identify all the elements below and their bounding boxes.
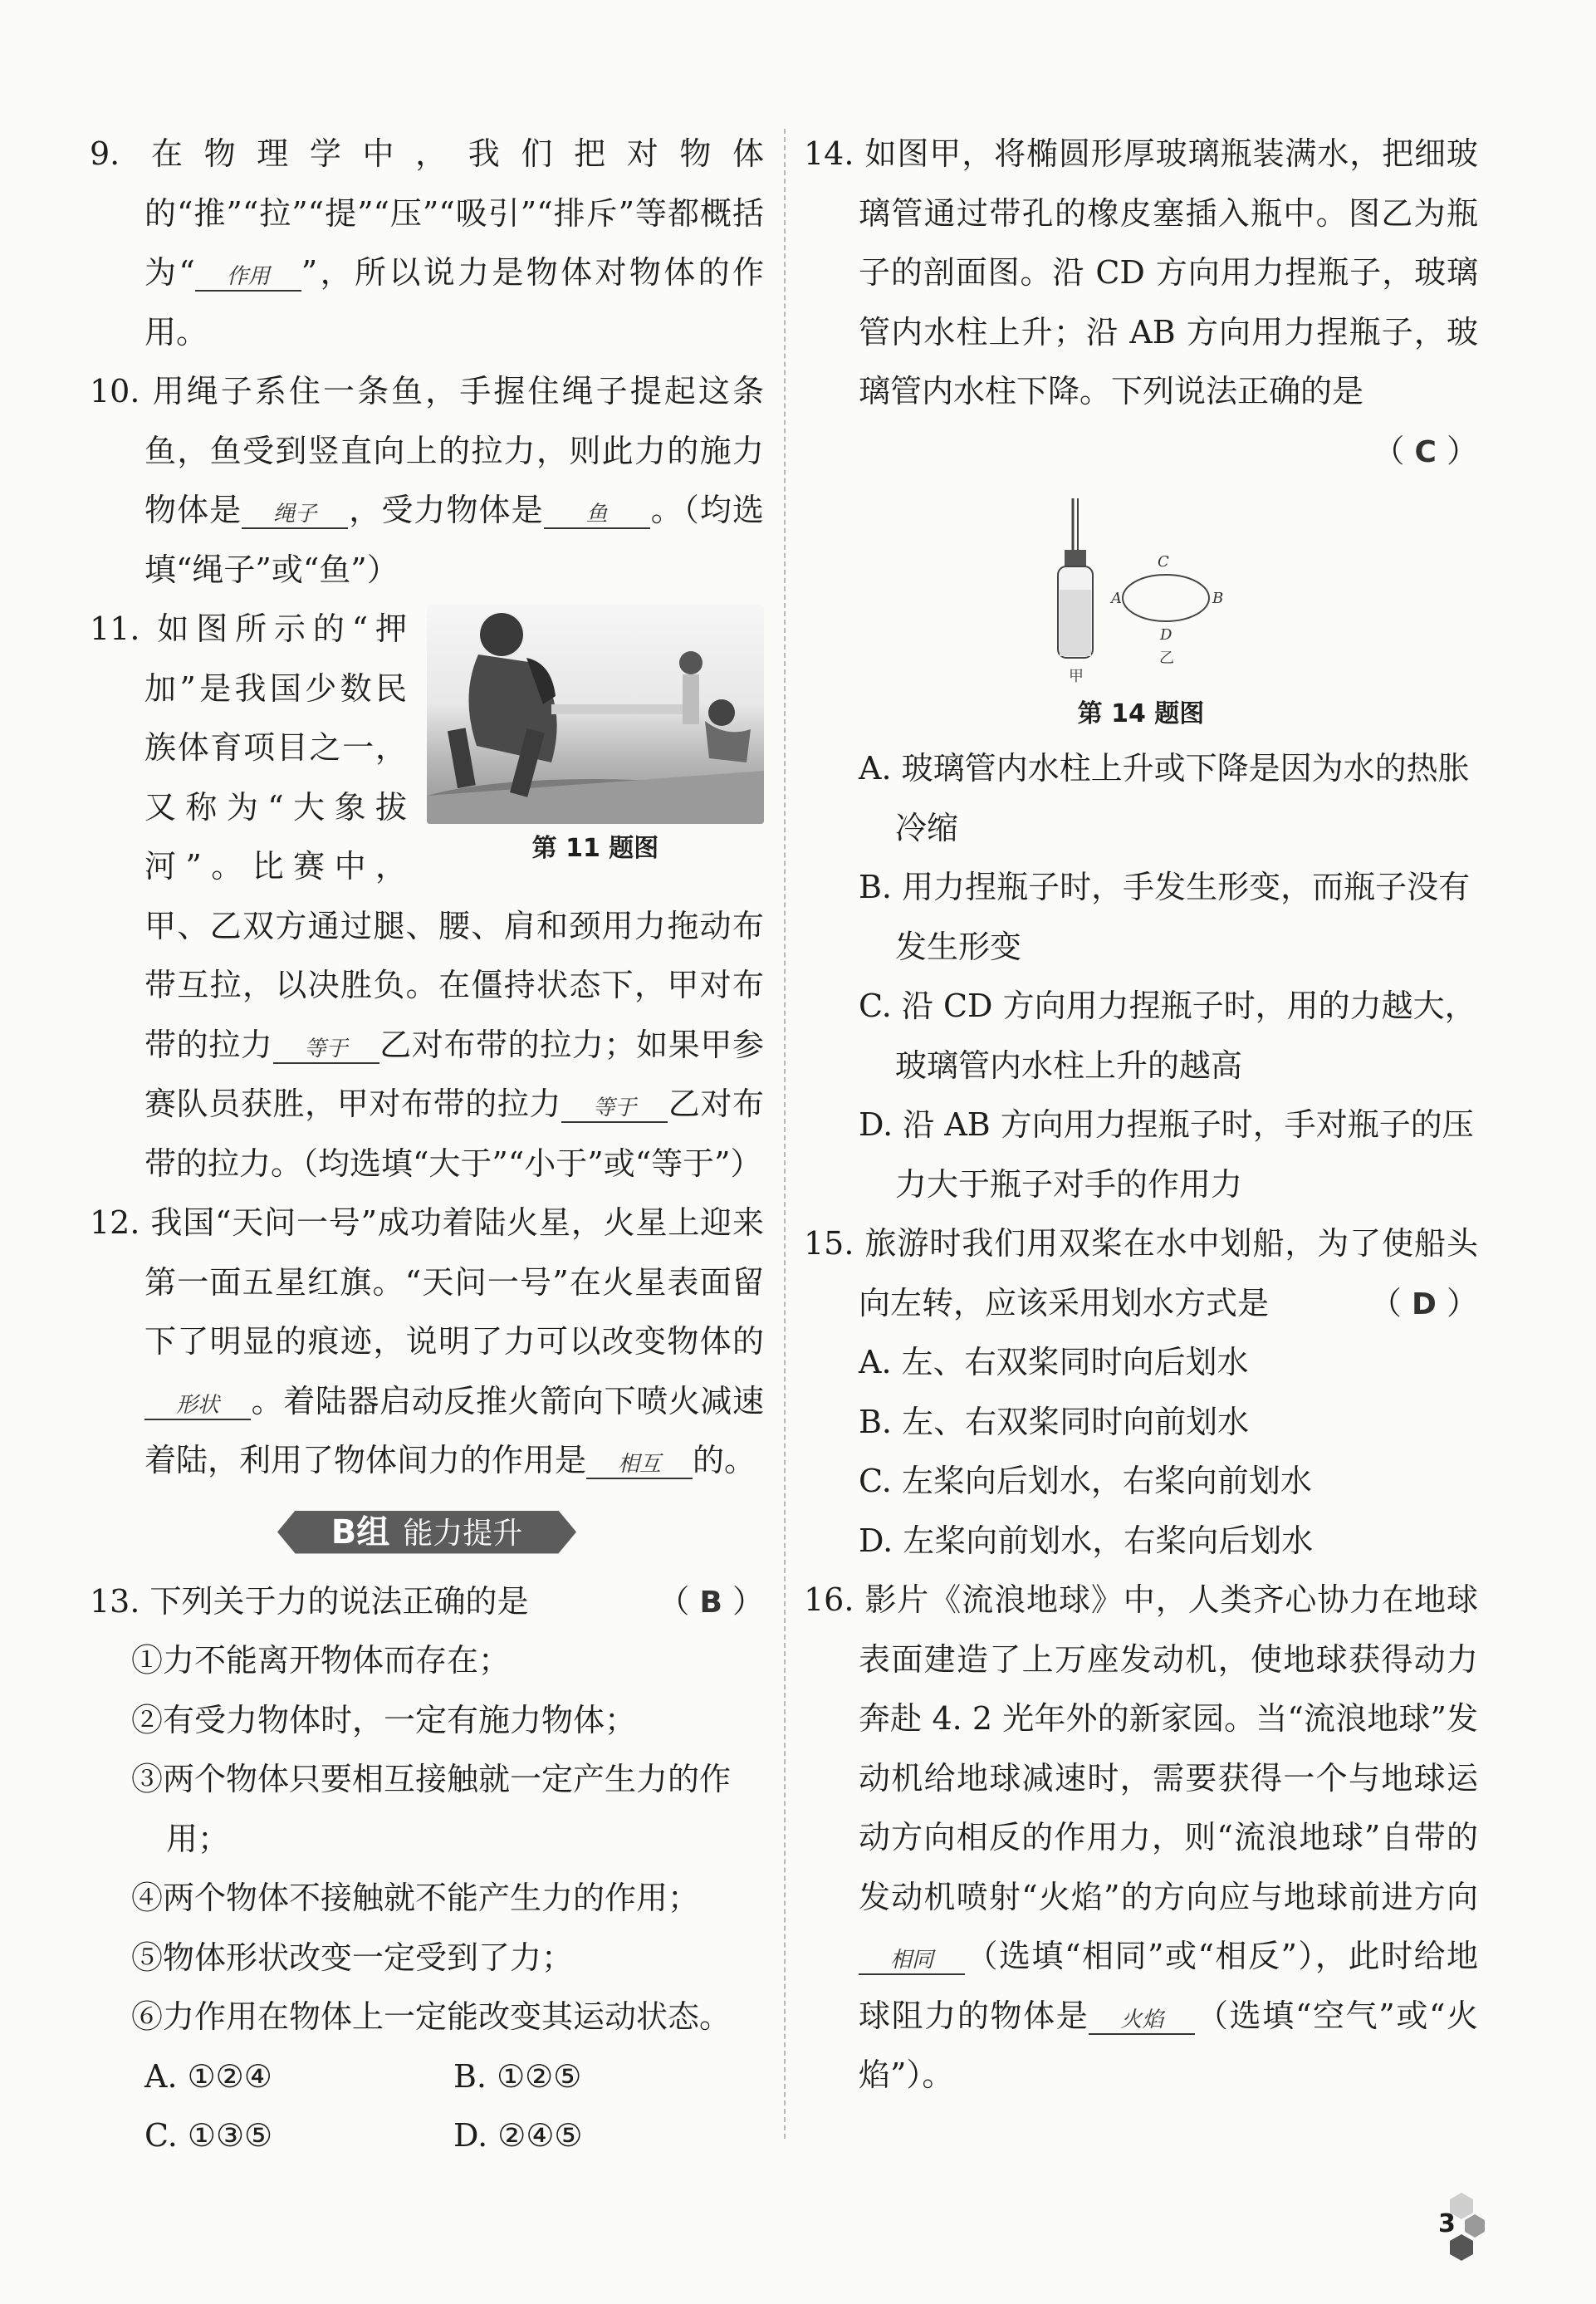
yajia-photo xyxy=(427,605,764,824)
option-b: B. 用力捏瓶子时，手发生形变，而瓶子没有发生形变 xyxy=(859,869,1471,965)
left-column xyxy=(90,125,764,2166)
option-b: B. 左、右双桨同时向前划水 xyxy=(859,1403,1250,1440)
question-10 xyxy=(90,362,764,600)
question-stem: 旅游时我们用双桨在水中划船，为了使船头向左转，应该采用划水方式是 xyxy=(859,1225,1478,1321)
question-text: 我国“天问一号”成功着陆火星，火星上迎来第一面五星红旗。“天问一号”在火星表面留下了明显的痕迹，说明了力可以改变物体的 xyxy=(144,1204,764,1360)
label-b: B xyxy=(1212,590,1224,607)
question-text: ”，所以说力是物体对物体的作用。 xyxy=(144,254,764,351)
label-jia: 甲 xyxy=(1069,668,1084,685)
answer-blank: 等于 xyxy=(561,1096,668,1123)
question-number: 12. xyxy=(90,1204,140,1241)
question-number: 13. xyxy=(90,1582,140,1620)
statement-item: ②有受力物体时，一定有施力物体； xyxy=(131,1701,637,1738)
question-number: 14. xyxy=(804,135,854,172)
bottle-diagram xyxy=(1041,490,1241,689)
answer-paren: （ D ） xyxy=(1369,1284,1478,1321)
question-text: （选填“空气”或“火焰”）。 xyxy=(859,1997,1478,2093)
question-text: 。着陆器启动反推火箭向下喷火减速着陆，利用了物体间力的作用是 xyxy=(144,1382,764,1478)
option-d: D. 左桨向前划水，右桨向后划水 xyxy=(859,1522,1314,1559)
answer-blank: 形状 xyxy=(144,1393,251,1420)
answer-choice: B xyxy=(699,1585,722,1620)
figure-14 xyxy=(804,490,1478,739)
question-number: 11. xyxy=(90,610,140,647)
option-c: C. 左桨向后划水，右桨向前划水 xyxy=(859,1463,1312,1499)
question-text: 在物理学中，我们把对物体的“推”“拉”“提”“压”“吸引”“排斥”等都概括为“ xyxy=(144,135,764,291)
question-number: 9. xyxy=(90,135,120,172)
statement-item: ①力不能离开物体而存在； xyxy=(131,1642,511,1679)
option-c: C. ①③⑤ xyxy=(144,2117,273,2154)
section-group: B组 xyxy=(330,1512,390,1552)
question-13 xyxy=(90,1572,764,1632)
question-11 xyxy=(90,600,764,1194)
option-row xyxy=(144,2047,764,2107)
option-row xyxy=(144,2106,764,2166)
label-d: D xyxy=(1160,626,1173,644)
question-text: 如图所示的“押加”是我国少数民族体育项目之一，又称为“大象拔河”。比赛中，甲、乙双方通过腿、腰、肩和颈用力拖动布带互拉，以决胜负。在僵持状态下，甲对布带的拉力 xyxy=(144,610,764,1063)
section-banner xyxy=(277,1503,576,1561)
answer-blank: 相同 xyxy=(859,1948,965,1975)
question-number: 16. xyxy=(804,1581,854,1618)
question-number: 10. xyxy=(90,373,140,409)
question-text: 的。 xyxy=(693,1442,756,1478)
figure-caption: 第 11 题图 xyxy=(531,834,659,863)
option-d: D. ②④⑤ xyxy=(453,2117,583,2154)
answer-blank: 等于 xyxy=(273,1037,379,1064)
question-text: 乙对布带的拉力。（均选填“大于”“小于”或“等于”） xyxy=(144,1086,764,1182)
answer-choice: D xyxy=(1412,1287,1437,1321)
question-stem: 如图甲，将椭圆形厚玻璃瓶装满水，把细玻璃管通过带孔的橡皮塞插入瓶中。图乙为瓶子的剖面图。沿 CD 方向用力捏瓶子，玻璃管内水柱上升；沿 AB 方向用力捏瓶子，玻璃管内水柱下降。下列说法正确的是 xyxy=(859,135,1478,409)
figure-11 xyxy=(427,605,764,874)
option-a: A. ①②④ xyxy=(144,2057,272,2095)
question-text: ，受力物体是 xyxy=(348,492,544,528)
banner-text xyxy=(277,1511,576,1556)
section-title: 能力提升 xyxy=(403,1516,523,1551)
question-text: 。（均选填“绳子”或“鱼”） xyxy=(144,492,764,588)
question-text: 乙对布带的拉力；如果甲参赛队员获胜，甲对布带的拉力 xyxy=(144,1026,764,1122)
label-yi: 乙 xyxy=(1159,650,1174,667)
question-text: 用绳子系住一条鱼，手握住绳子提起这条鱼，鱼受到竖直向上的拉力，则此力的施力物体是 xyxy=(144,373,764,528)
option-b: B. ①②⑤ xyxy=(453,2057,582,2095)
statement-item: ④两个物体不接触就不能产生力的作用； xyxy=(131,1880,700,1916)
answer-blank: 绳子 xyxy=(242,502,348,529)
question-number: 15. xyxy=(804,1225,854,1262)
question-text: 影片《流浪地球》中，人类齐心协力在地球表面建造了上万座发动机，使地球获得动力奔赴 4. 2 光年外的新家园。当“流浪地球”发动机给地球减速时，需要获得一个与地球运动方向相反的作用力，则“流浪地球”自带的发动机喷射“火焰”的方向应与地球前进方向 xyxy=(859,1581,1478,1915)
figure-caption: 第 14 题图 xyxy=(1077,699,1205,728)
question-text: （选填“相同”或“相反”），此时给地球阻力的物体是 xyxy=(859,1938,1478,2034)
question-12 xyxy=(90,1194,764,1491)
answer-paren: （ B ） xyxy=(658,1582,764,1620)
option-d: D. 沿 AB 方向用力捏瓶子时，手对瓶子的压力大于瓶子对手的作用力 xyxy=(859,1106,1474,1203)
answer-choice: C xyxy=(1414,434,1437,469)
label-c: C xyxy=(1158,553,1169,571)
answer-paren: （ C ） xyxy=(1373,432,1478,469)
answer-blank: 相互 xyxy=(586,1452,693,1479)
right-column xyxy=(804,125,1478,2105)
statement-item: ⑥力作用在物体上一定能改变其运动状态。 xyxy=(131,1998,732,2035)
question-16 xyxy=(804,1571,1478,2105)
column-divider xyxy=(784,129,786,2139)
answer-blank: 火焰 xyxy=(1089,2007,1195,2035)
statement-item: ③两个物体只要相互接触就一定产生力的作用； xyxy=(131,1761,732,1857)
statement-item: ⑤物体形状改变一定受到了力； xyxy=(131,1939,574,1976)
question-14 xyxy=(804,125,1478,422)
question-stem: 下列关于力的说法正确的是 xyxy=(149,1582,529,1620)
label-a: A xyxy=(1111,590,1122,607)
question-15 xyxy=(804,1214,1478,1333)
option-c: C. 沿 CD 方向用力捏瓶子时，用的力越大，玻璃管内水柱上升的越高 xyxy=(859,988,1476,1084)
question-9 xyxy=(90,125,764,362)
answer-blank: 鱼 xyxy=(544,502,650,529)
answer-blank: 作用 xyxy=(195,264,301,292)
page-number: 3 xyxy=(1438,2209,1456,2238)
option-a: A. 玻璃管内水柱上升或下降是因为水的热胀冷缩 xyxy=(859,750,1470,846)
option-a: A. 左、右双桨同时向后划水 xyxy=(859,1344,1249,1380)
